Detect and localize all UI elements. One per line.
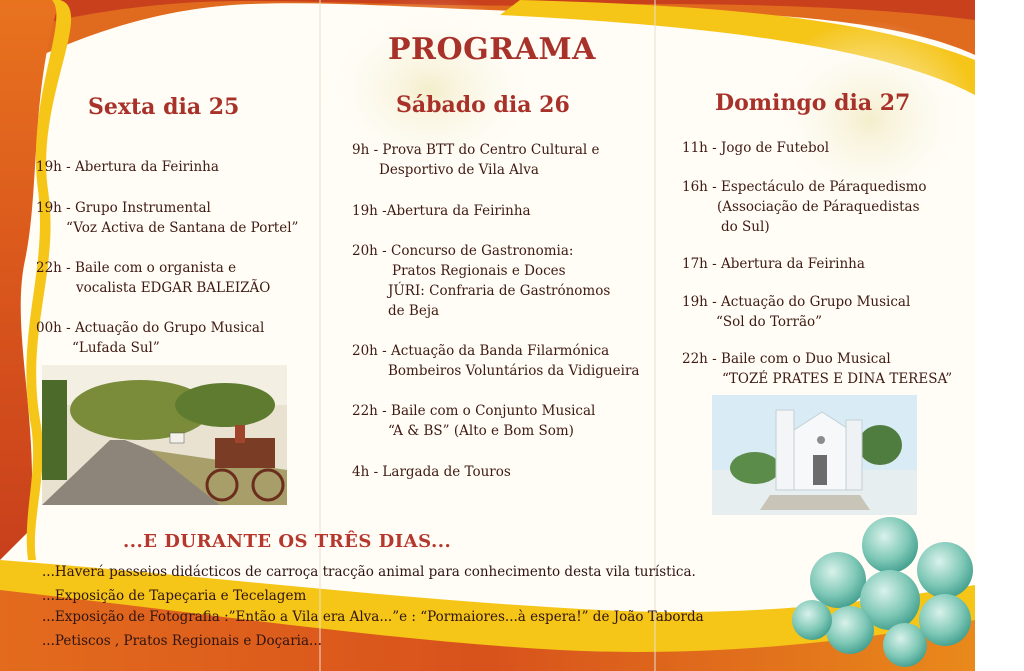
event-item: 22h - Baile com o organista e vocalista EDGAR BALEIZÃO xyxy=(36,260,271,296)
during-item: ...Haverá passeios didácticos de carroça tracção animal para conhecimento desta vila turística. xyxy=(42,564,696,580)
event-item: 19h - Actuação do Grupo Musical “Sol do Torrão” xyxy=(682,294,911,330)
event-item: 22h - Baile com o Duo Musical “TOZÉ PRATES E DINA TERESA” xyxy=(682,351,953,387)
program-title: PROGRAMA xyxy=(388,32,596,67)
day-heading-sunday: Domingo dia 27 xyxy=(715,90,911,116)
event-item: 19h - Grupo Instrumental “Voz Activa de Santana de Portel” xyxy=(36,200,299,236)
event-item: 00h - Actuação do Grupo Musical “Lufada Sul” xyxy=(36,320,265,356)
during-title: ...E DURANTE OS TRÊS DIAS... xyxy=(123,531,452,552)
event-item: 19h - Abertura da Feirinha xyxy=(36,159,219,175)
event-item: 20h - Actuação da Banda Filarmónica Bombeiros Voluntários da Vidigueira xyxy=(352,343,640,379)
event-item: 11h - Jogo de Futebol xyxy=(682,140,830,156)
during-item: ...Exposição de Fotografia :”Então a Vila era Alva...”e : “Pormaiores...à espera!” de João Taborda xyxy=(42,609,704,625)
during-item: ...Petiscos , Pratos Regionais e Doçaria... xyxy=(42,633,322,649)
day-heading-saturday: Sábado dia 26 xyxy=(396,92,570,118)
during-item: ...Exposição de Tapeçaria e Tecelagem xyxy=(42,588,307,604)
road-photo xyxy=(42,365,287,505)
event-item: 4h - Largada de Touros xyxy=(352,464,511,480)
day-heading-friday: Sexta dia 25 xyxy=(88,94,240,120)
event-item: 20h - Concurso de Gastronomia: Pratos Regionais e Doces JÚRI: Confraria de Gastrónomos de Beja xyxy=(352,243,611,319)
event-item: 16h - Espectáculo de Páraquedismo (Associação de Páraquedistas do Sul) xyxy=(682,179,927,235)
event-item: 9h - Prova BTT do Centro Cultural e Desportivo de Vila Alva xyxy=(352,142,600,178)
event-item: 22h - Baile com o Conjunto Musical “A & BS” (Alto e Bom Som) xyxy=(352,403,596,439)
event-item: 19h -Abertura da Feirinha xyxy=(352,203,531,219)
church-photo xyxy=(712,395,917,515)
event-item: 17h - Abertura da Feirinha xyxy=(682,256,865,272)
